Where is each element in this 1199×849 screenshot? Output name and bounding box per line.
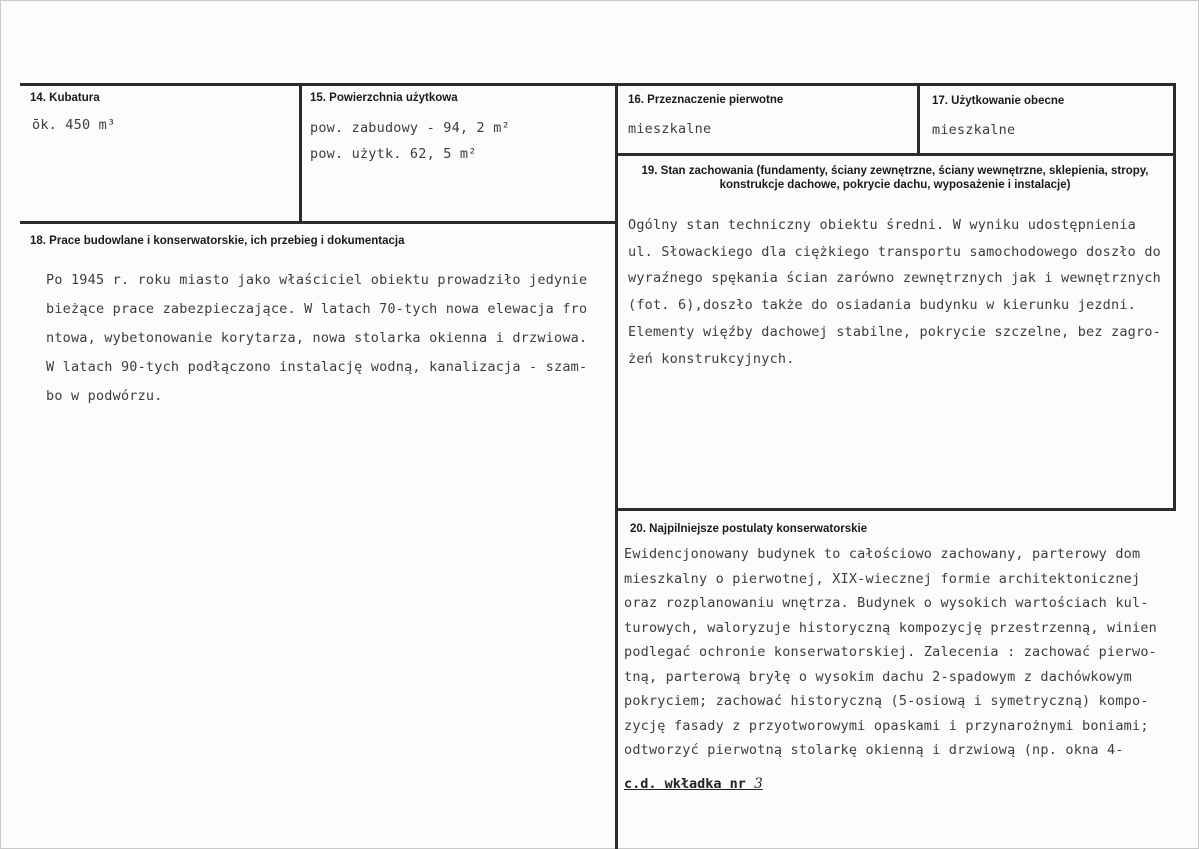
continuation-typed: c.d. wkładka nr: [624, 776, 746, 792]
field-15-label: 15. Powierzchnia użytkowa: [310, 92, 458, 104]
field-16-label: 16. Przeznaczenie pierwotne: [628, 94, 784, 106]
text-line: W latach 90-tych podłączono instalację wodną, kanalizacja - szam-: [46, 359, 588, 375]
insert-number-handwritten: 3: [754, 776, 763, 792]
field-20-label: 20. Najpilniejsze postulaty konserwatorskie: [630, 523, 868, 535]
text-line: turowych, waloryzuje historyczną kompozycję przestrzenną, winien: [624, 619, 1157, 636]
field-17-label: 17. Użytkowanie obecne: [932, 95, 1065, 107]
field-19-label: 19. Stan zachowania (fundamenty, ściany zewnętrzne, ściany wewnętrzne, sklepienia, stropy, konstrukcje dachowe, pokrycie dachu, wyposażenie i instalacje): [641, 165, 1149, 191]
text-line: oraz rozplanowaniu wnętrza. Budynek o wysokich wartościach kul-: [624, 595, 1149, 611]
text-line: Po 1945 r. roku miasto jako właściciel obiektu prowadziło jedynie: [46, 272, 588, 288]
rule-under-14-15: [20, 221, 618, 224]
divider-16-17: [917, 83, 920, 155]
text-line: żeń konstrukcyjnych.: [628, 350, 795, 367]
top-rule: [20, 83, 1176, 86]
continuation-note: [624, 776, 763, 792]
text-line: mieszkalny o pierwotnej, XIX-wiecznej formie architektonicznej: [624, 570, 1141, 587]
field-18-label: 18. Prace budowlane i konserwatorskie, ich przebieg i dokumentacja: [30, 235, 405, 247]
text-line: tną, parterową bryłę o wysokim dachu 2-spadowym z dachówkowym: [624, 668, 1132, 685]
field-15-value: [310, 115, 510, 167]
text-line: pokryciem; zachować historyczną (5-osiową i symetryczną) kompo-: [624, 693, 1149, 709]
text-line: Ewidencjonowany budynek to całościowo zachowany, parterowy dom: [624, 546, 1141, 562]
field-20-text: [624, 542, 1157, 763]
rule-under-16-17: [615, 153, 1176, 156]
text-line: wyraźnego spękania ścian zarówno zewnętrznych jak i wewnętrznych: [628, 270, 1161, 287]
divider-14-15: [299, 83, 302, 224]
text-line: odtworzyć pierwotną stolarkę okienną i drzwiową (np. okna 4-: [624, 742, 1124, 758]
text-line: ul. Słowackiego dla ciężkiego transportu samochodowego doszło do: [628, 243, 1161, 260]
field-17-value: mieszkalne: [932, 122, 1016, 138]
divider-center: [615, 83, 618, 849]
field-18-text: [46, 266, 587, 411]
text-line: bo w podwórzu.: [46, 388, 163, 404]
field-19-text: [628, 212, 1161, 372]
text-line: Ogólny stan techniczny obiektu średni. W wyniku udostępnienia: [628, 217, 1136, 233]
text-line: zycję fasady z przyotworowymi opaskami i przynarożnymi boniami;: [624, 717, 1149, 734]
field-16-value: mieszkalne: [628, 121, 712, 137]
area-usable-line: pow. użytk. 62, 5 m²: [310, 146, 477, 162]
field-14-label: 14. Kubatura: [30, 92, 100, 104]
text-line: (fot. 6),doszło także do osiadania budynku w kierunku jezdni.: [628, 297, 1136, 314]
field-14-value: ōk. 450 m³: [32, 117, 116, 133]
right-rule-19: [1173, 83, 1176, 511]
text-line: Elementy więźby dachowej stabilne, pokrycie szczelne, bez zagro-: [628, 323, 1161, 340]
text-line: ntowa, wybetonowanie korytarza, nowa stolarka okienna i drzwiowa.: [46, 330, 588, 346]
text-line: podlegać ochronie konserwatorskiej. Zalecenia : zachować pierwo-: [624, 644, 1157, 660]
text-line: bieżące prace zabezpieczające. W latach 70-tych nowa elewacja fro: [46, 301, 588, 317]
rule-above-20: [615, 508, 1176, 511]
area-built-line: pow. zabudowy - 94, 2 m²: [310, 120, 510, 136]
